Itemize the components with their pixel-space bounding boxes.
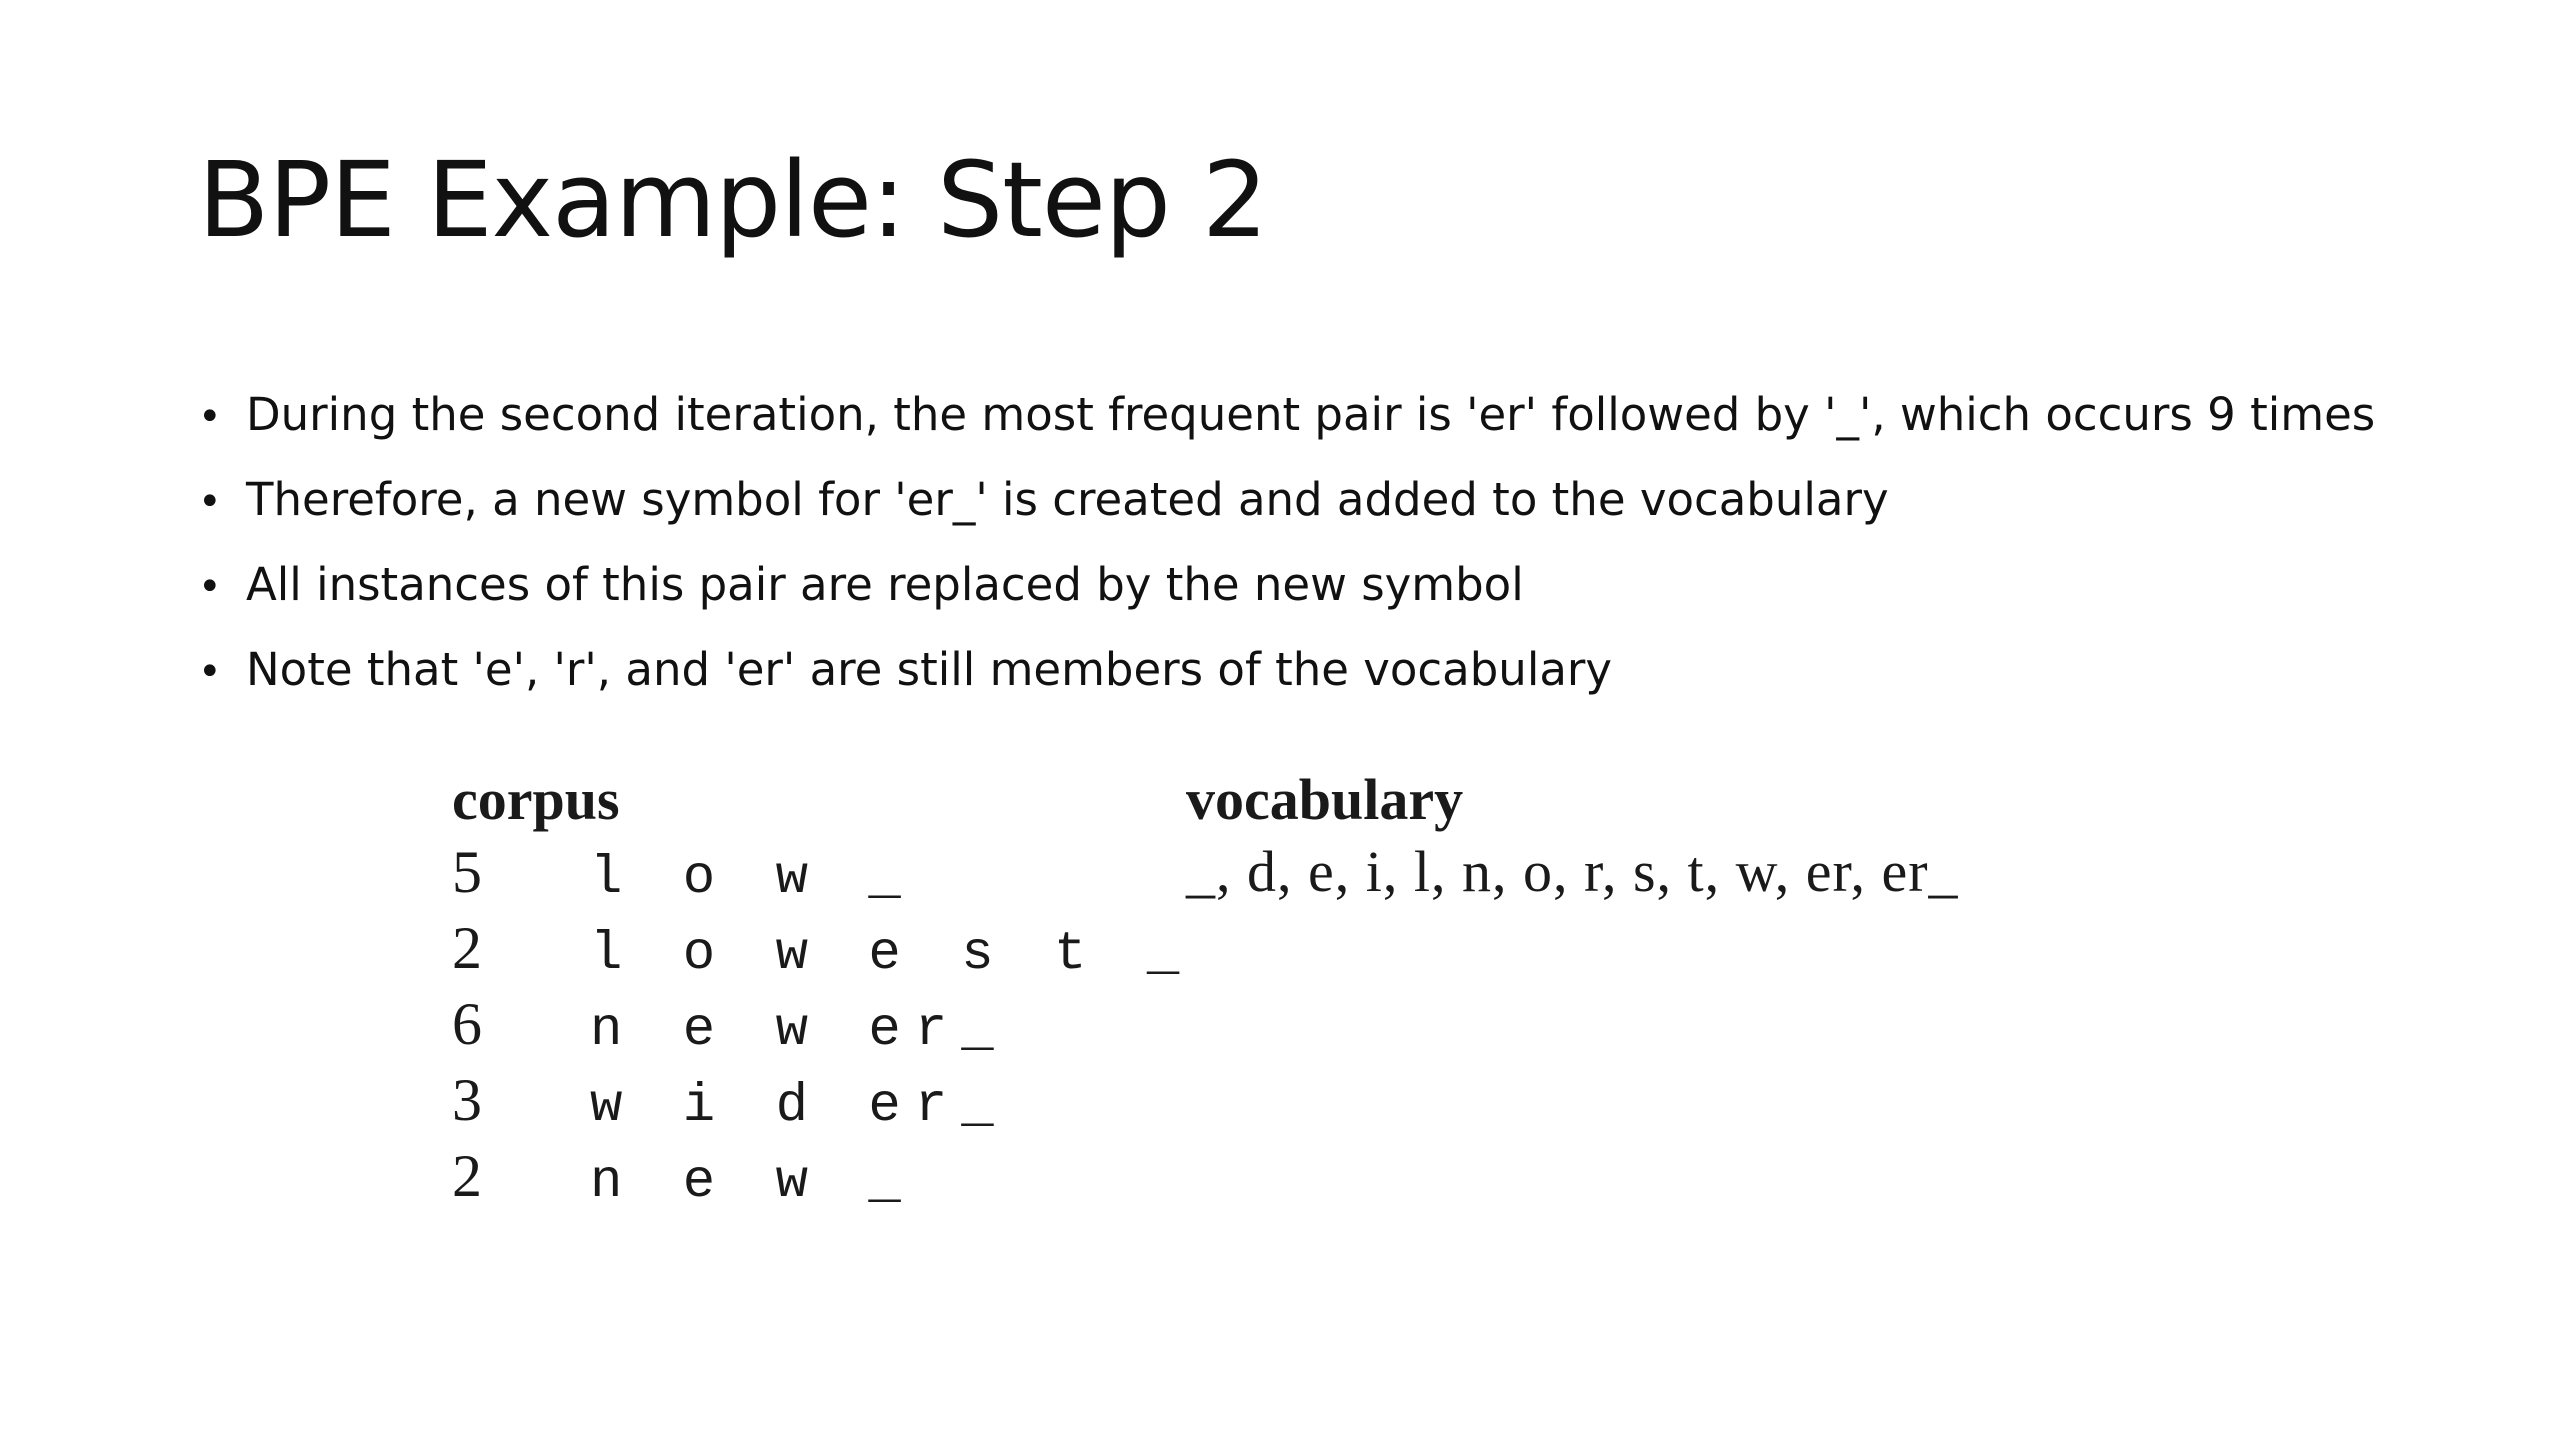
corpus-word: n e w _ [590, 1152, 915, 1213]
bullet-item [198, 388, 2375, 473]
corpus-row [452, 838, 1193, 914]
slide-title: BPE Example: Step 2 [198, 139, 1268, 261]
corpus-row [452, 990, 1193, 1066]
corpus-table [452, 768, 1193, 1218]
corpus-word: w i d er_ [590, 1076, 1008, 1137]
corpus-count: 6 [452, 991, 482, 1057]
corpus-row [452, 1066, 1193, 1142]
corpus-row [452, 914, 1193, 990]
vocabulary-heading: vocabulary [1186, 767, 1464, 832]
bullet-item [198, 643, 2375, 728]
vocabulary-panel [1186, 768, 1959, 914]
bullet-text: Note that 'e', 'r', and 'er' are still members of the vocabulary [246, 643, 1613, 696]
corpus-word: l o w _ [590, 848, 915, 909]
corpus-count: 2 [452, 1143, 482, 1209]
bullet-text: Therefore, a new symbol for 'er_' is created and added to the vocabulary [246, 473, 1889, 526]
corpus-word: n e w er_ [590, 1000, 1008, 1061]
bullet-text: During the second iteration, the most frequent pair is 'er' followed by '_', which occurs 9 times [246, 388, 2376, 441]
corpus-count: 5 [452, 839, 482, 905]
bullet-item [198, 473, 2375, 558]
bullet-dot-icon: • [198, 394, 222, 440]
bullet-dot-icon: • [198, 479, 222, 525]
bullet-dot-icon: • [198, 649, 222, 695]
bullet-item [198, 558, 2375, 643]
corpus-count: 2 [452, 915, 482, 981]
corpus-row [452, 1142, 1193, 1218]
bullet-text: All instances of this pair are replaced by the new symbol [246, 558, 1524, 611]
vocabulary-list: _, d, e, i, l, n, o, r, s, t, w, er, er_ [1186, 839, 1959, 904]
bullet-list [198, 388, 2375, 728]
corpus-count: 3 [452, 1067, 482, 1133]
corpus-word: l o w e s t _ [590, 924, 1194, 985]
corpus-heading: corpus [452, 767, 620, 832]
bullet-dot-icon: • [198, 564, 222, 610]
